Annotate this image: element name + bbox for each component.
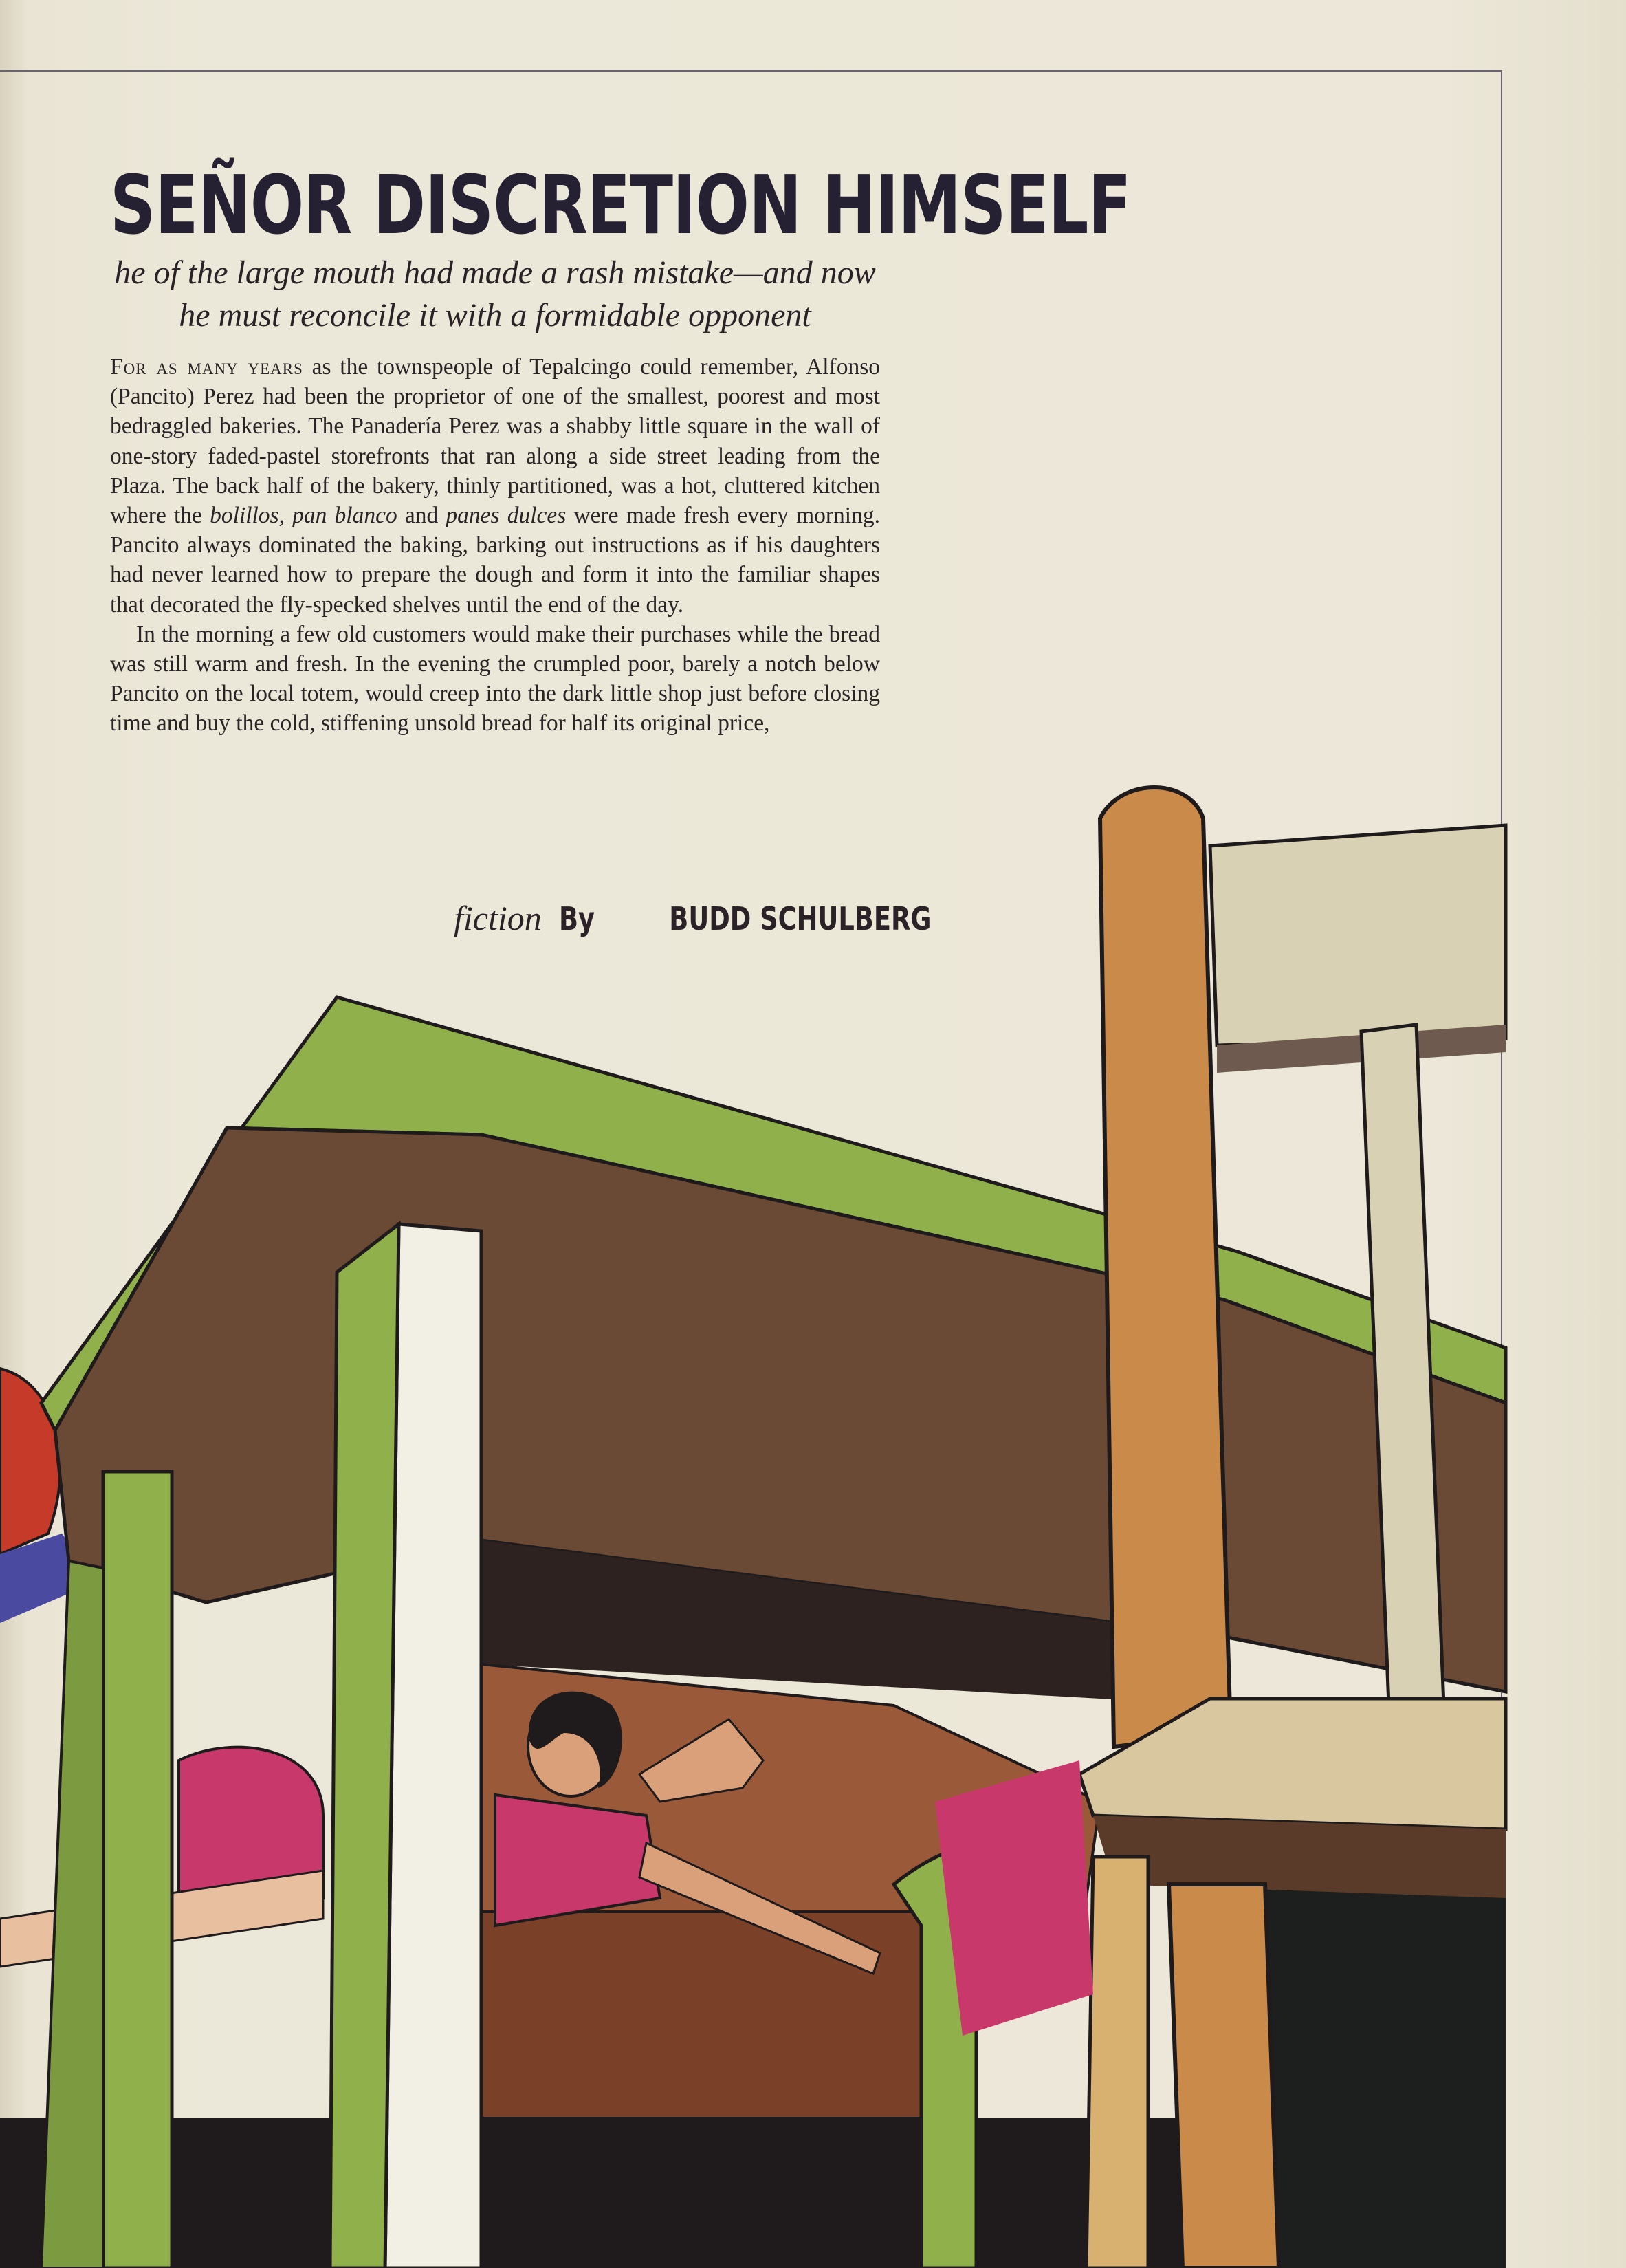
conjunction: and [397, 503, 446, 529]
pink-fabric-right [935, 1760, 1093, 2036]
article-body [110, 352, 880, 739]
lead-in: For as many years [110, 354, 303, 380]
illustration [0, 756, 1626, 2268]
chair-back-top-rail [1210, 825, 1506, 1045]
byline-author: BUDD SCHULBERG [669, 900, 932, 937]
byline-genre: fiction [454, 899, 542, 937]
chair-back-leg [1086, 1857, 1148, 2268]
body-paragraph-1 [110, 352, 880, 620]
italic-sweet-breads: panes dulces [446, 503, 567, 529]
italic-bread-names: bolillos, pan blanco [210, 503, 397, 529]
article-deck: he of the large mouth had made a rash mistake—and now he must reconcile it with a formidable opponent [114, 254, 876, 334]
paragraph-1-text: as the townspeople of Tepalcingo could remember, Alfonso (Pancito) Perez had been the proprietor of one of the smallest, poorest and most bedraggled bakeries. The Panadería Perez was a shabby little square in the wall of one-story faded-pastel storefronts that ran along a side street leading from the Plaza. The back half of the bakery, thinly partitioned, was a hot, cluttered kitchen where the [110, 354, 880, 529]
paragraph-1-end: were made fresh every morning. Pancito always dominated the baking, barking out instructions as if his daughters had never learned how to prepare the dough and form it into the familiar shapes that decorated the fly-specked shelves until the end of the day. [110, 503, 880, 618]
chair-seat-edge [1093, 1816, 1506, 1898]
chair-front-leg [1169, 1884, 1279, 2268]
table-leg-front-left-green [330, 1224, 399, 2268]
chair-back-post [1100, 787, 1231, 1747]
table-leg-front-left [385, 1224, 481, 2268]
table-leg-back-left [103, 1472, 172, 2268]
body-paragraph-2: In the morning a few old customers would make their purchases while the bread was still warm and fresh. In the evening the crumpled poor, barely a notch below Pancito on the local totem, would creep into the dark little shop just before closing time and buy the cold, stiffening unsold bread for half its original price, [110, 621, 880, 737]
page-frame-top-rule [0, 70, 1502, 72]
sofa-seat [481, 1912, 963, 2118]
byline-by: By [559, 900, 595, 937]
article-title: SEÑOR DISCRETION HIMSELF [110, 157, 1131, 252]
